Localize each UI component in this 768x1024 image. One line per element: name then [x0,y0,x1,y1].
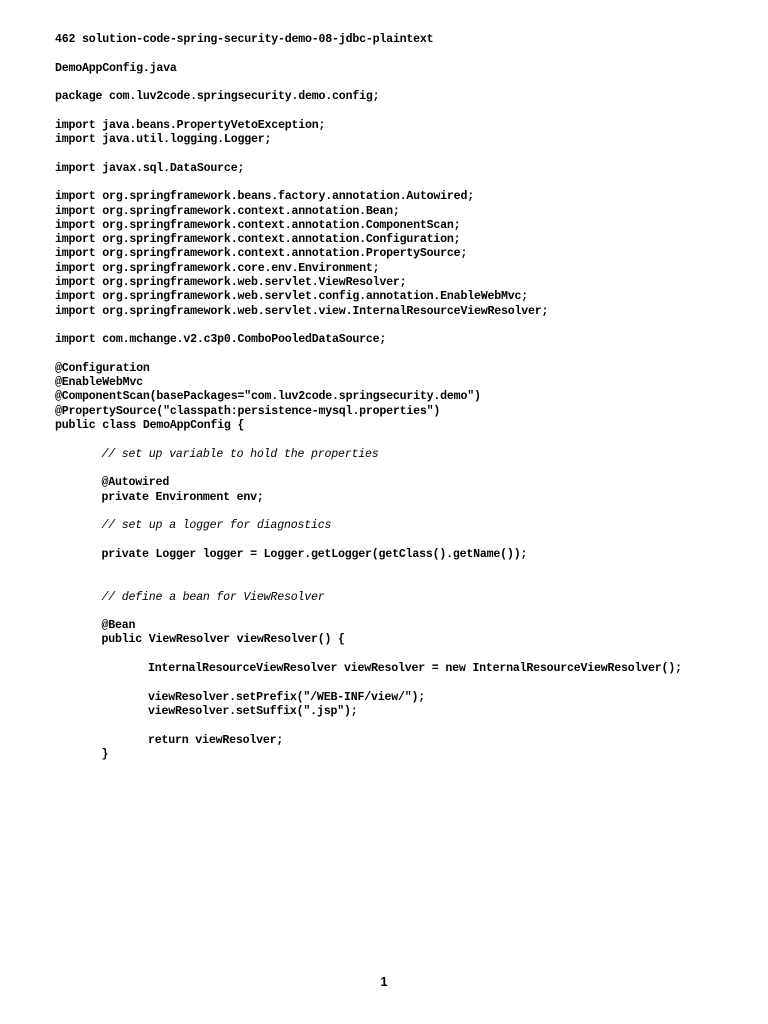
code-comment: // set up variable to hold the properties [101,447,379,461]
import-line: import java.beans.PropertyVetoException; [55,118,326,132]
import-line: import com.mchange.v2.c3p0.ComboPooledDataSource; [55,333,387,347]
import-line: import org.springframework.core.env.Environment; [55,261,380,275]
import-line: import org.springframework.beans.factory.annotation.Autowired; [55,190,474,204]
logger-field: private Logger logger = Logger.getLogger(getClass().getName()); [101,547,528,561]
import-line: import org.springframework.web.servlet.config.annotation.EnableWebMvc; [55,290,529,304]
annotation-line: @ComponentScan(basePackages="com.luv2code.springsecurity.demo") [55,390,481,404]
set-suffix-call: viewResolver.setSuffix(".jsp"); [148,704,358,718]
code-comment: // define a bean for ViewResolver [101,590,325,604]
class-declaration: public class DemoAppConfig { [55,419,245,433]
annotation-line: @PropertySource("classpath:persistence-mysql.properties") [55,404,441,418]
method-close-brace: } [101,747,109,761]
import-line: import javax.sql.DataSource; [55,161,245,175]
page-number: 1 [380,974,388,989]
import-line: import org.springframework.context.annotation.Bean; [55,204,400,218]
import-line: import java.util.logging.Logger; [55,133,272,147]
autowired-annotation: @Autowired [101,476,170,490]
resolver-instantiation: InternalResourceViewResolver viewResolver = new InternalResourceViewResolver(); [148,662,682,676]
import-line: import org.springframework.web.servlet.ViewResolver; [55,276,407,290]
env-field: private Environment env; [101,490,264,504]
annotation-line: @Configuration [55,361,150,375]
return-statement: return viewResolver; [148,733,284,747]
annotation-line: @EnableWebMvc [55,376,143,390]
set-prefix-call: viewResolver.setPrefix("/WEB-INF/view/"); [148,690,426,704]
import-line: import org.springframework.context.annotation.PropertySource; [55,247,468,261]
document-title: 462 solution-code-spring-security-demo-08-jdbc-plaintext [55,33,434,46]
import-line: import org.springframework.context.annotation.Configuration; [55,233,461,247]
file-name: DemoAppConfig.java [55,61,177,75]
bean-annotation: @Bean [101,619,136,633]
package-declaration: package com.luv2code.springsecurity.demo.config; [55,90,380,104]
import-line: import org.springframework.context.annotation.ComponentScan; [55,218,461,232]
code-listing [55,33,755,762]
code-comment: // set up a logger for diagnostics [101,519,332,533]
import-line: import org.springframework.web.servlet.view.InternalResourceViewResolver; [55,304,549,318]
method-signature: public ViewResolver viewResolver() { [101,633,345,647]
